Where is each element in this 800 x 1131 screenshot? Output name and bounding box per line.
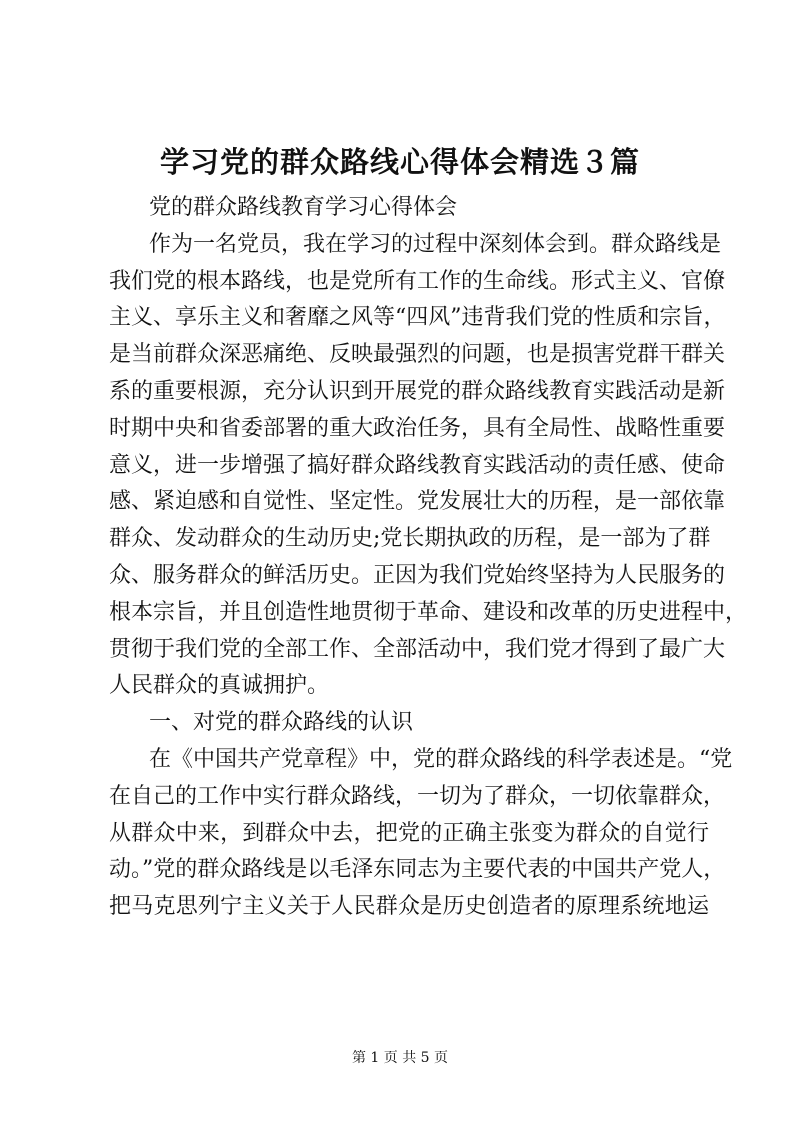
paragraph-line: 意义，进一步增强了搞好群众路线教育实践活动的责任感、使命 — [109, 452, 726, 478]
section-heading: 一、对党的群众路线的认识 — [149, 710, 414, 736]
paragraph-line: 众、服务群众的鲜活历史。正因为我们党始终坚持为人民服务的 — [109, 562, 726, 588]
subtitle-line: 党的群众路线教育学习心得体会 — [149, 195, 458, 220]
paragraph-line: 群众、发动群众的生动历史;党长期执政的历程，是一部为了群 — [109, 526, 711, 552]
document-title: 学习党的群众路线心得体会精选３篇 — [159, 145, 640, 179]
paragraph-line: 在自己的工作中实行群众路线，一切为了群众，一切依靠群众， — [109, 783, 726, 809]
paragraph-line: 人民群众的真诚拥护。 — [109, 673, 330, 699]
paragraph-line: 根本宗旨，并且创造性地贯彻于革命、建设和改革的历史进程中， — [109, 599, 748, 625]
paragraph-line: 在《中国共产党章程》中，党的群众路线的科学表述是。“党 — [149, 746, 733, 772]
document-body — [109, 190, 748, 926]
paragraph-line: 感、紧迫感和自觉性、坚定性。党发展壮大的历程，是一部依靠 — [109, 489, 726, 515]
paragraph-line: 作为一名党员，我在学习的过程中深刻体会到。群众路线是 — [149, 231, 722, 257]
paragraph-line: 动。”党的群众路线是以毛泽东同志为主要代表的中国共产党人， — [109, 857, 726, 883]
paragraph-line: 贯彻于我们党的全部工作、全部活动中，我们党才得到了最广大 — [109, 636, 726, 662]
paragraph-line: 主义、享乐主义和奢靡之风等“四风”违背我们党的性质和宗旨， — [109, 305, 726, 331]
paragraph-line: 是当前群众深恶痛绝、反映最强烈的问题，也是损害党群干群关 — [109, 342, 726, 368]
paragraph-line: 我们党的根本路线，也是党所有工作的生命线。形式主义、官僚 — [109, 268, 726, 294]
paragraph-line: 时期中央和省委部署的重大政治任务，具有全局性、战略性重要 — [109, 415, 726, 441]
paragraph-line: 系的重要根源，充分认识到开展党的群众路线教育实践活动是新 — [109, 378, 726, 404]
paragraph-line: 从群众中来，到群众中去，把党的正确主张变为群众的自觉行 — [109, 820, 709, 846]
page-number: 第 1 页 共 5 页 — [351, 1050, 449, 1066]
paragraph-line: 把马克思列宁主义关于人民群众是历史创造者的原理系统地运 — [109, 894, 709, 920]
